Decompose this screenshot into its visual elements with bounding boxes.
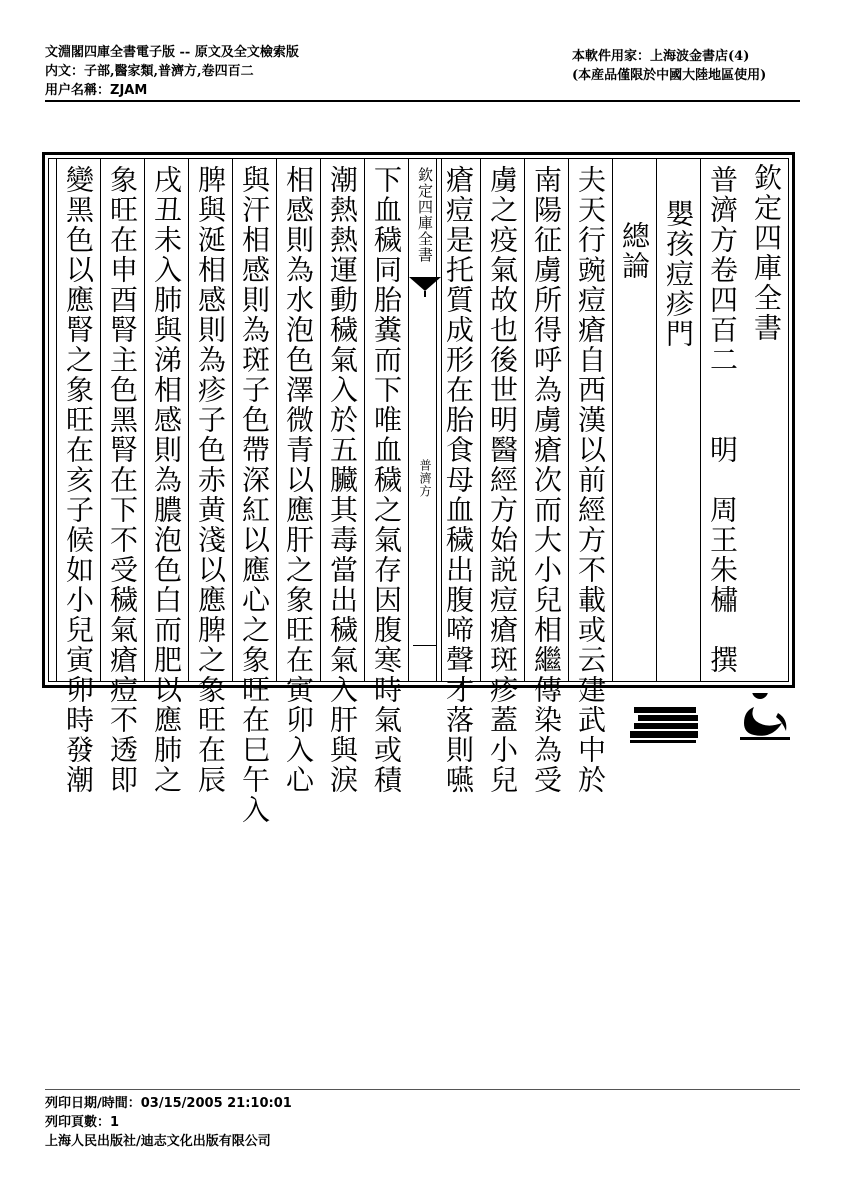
- footer-print-pages: [45, 1113, 119, 1132]
- header-region-notice: (本産品僅限於中國大陸地區使用): [572, 68, 767, 83]
- header-left: [45, 43, 299, 100]
- fold-book-title: 欽定四庫全書: [416, 167, 434, 263]
- text-column-body: 與汗相感則為斑子色帶深紅以應心之象旺在巳午入: [232, 159, 276, 681]
- text-column-body: 瘡痘是托質成形在胎食母血穢出腹啼聲才落則嚥: [436, 159, 480, 681]
- text-column-body: 南陽征虜所得呼為虜瘡次而大小兒相繼傳染為受: [524, 159, 568, 681]
- text-column-body: 脾與涎相感則為疹子色赤黄淺以應脾之象旺在辰: [188, 159, 232, 681]
- text-column-volume-author: 普濟方卷四百二 明 周王朱橚 撰: [700, 159, 744, 681]
- footer-pages-label: 列印頁數：: [45, 1115, 111, 1130]
- footer-date-value: 03/15/2005 21:10:01: [140, 1096, 292, 1111]
- header-right: [572, 47, 766, 85]
- header-user-label: 用户名稱：: [45, 83, 111, 98]
- header-user-name: ZJAM: [110, 83, 148, 98]
- footer-rule: [45, 1089, 800, 1090]
- header-licensee: 本軟件用家：上海波金書店(4): [572, 49, 750, 64]
- footer-print-date: [45, 1094, 292, 1113]
- publisher-logo-icon: [628, 693, 800, 753]
- text-column-body: 虜之疫氣故也後世明醫經方始説痘瘡斑疹蓋小兒: [480, 159, 524, 681]
- text-column-body: 相感則為水泡色澤微青以應肝之象旺在寅卯入心: [276, 159, 320, 681]
- header-section-path: 内文：子部,醫家類,普濟方,卷四百二: [45, 64, 254, 79]
- footer-date-label: 列印日期/時間：: [45, 1096, 141, 1111]
- text-column-body: 下血穢同胎糞而下唯血穢之氣存因腹寒時氣或積: [364, 159, 408, 681]
- text-column-body: 變黑色以應腎之象旺在亥子候如小兒寅卯時發潮: [56, 159, 100, 681]
- header-user-line: [45, 81, 299, 100]
- text-column-section-title: 嬰孩痘疹門: [656, 159, 700, 681]
- text-column-subsection-title: 總論: [612, 159, 656, 681]
- scanned-page-frame: [42, 152, 795, 825]
- text-column-book-title: 欽定四庫全書: [750, 163, 783, 343]
- footer-publisher: 上海人民出版社/迪志文化出版有限公司: [45, 1134, 271, 1149]
- scanned-page-inner-border: [48, 158, 789, 825]
- text-column-body: 潮熱熱運動穢氣入於五臟其毒當出穢氣入肝與淚: [320, 159, 364, 681]
- center-fold-strip: [408, 159, 442, 681]
- text-column-body: 戌丑未入肺與涕相感則為膿泡色白而肥以應肺之: [144, 159, 188, 681]
- fold-volume-title: 普濟方: [418, 459, 432, 498]
- fishtail-stem-icon: [424, 291, 426, 297]
- text-column-body: 夫天行豌痘瘡自西漢以前經方不載或云建武中於: [568, 159, 612, 681]
- text-column-body: 象旺在申酉腎主色黑腎在下不受穢氣瘡痘不透即: [100, 159, 144, 681]
- fishtail-mark-icon: [409, 277, 441, 291]
- header-rule: [45, 100, 800, 102]
- footer-pages-value: 1: [110, 1115, 120, 1130]
- header-edition-title: 文淵閣四庫全書電子版 -- 原文及全文檢索版: [45, 45, 299, 60]
- fold-divider: [413, 645, 437, 646]
